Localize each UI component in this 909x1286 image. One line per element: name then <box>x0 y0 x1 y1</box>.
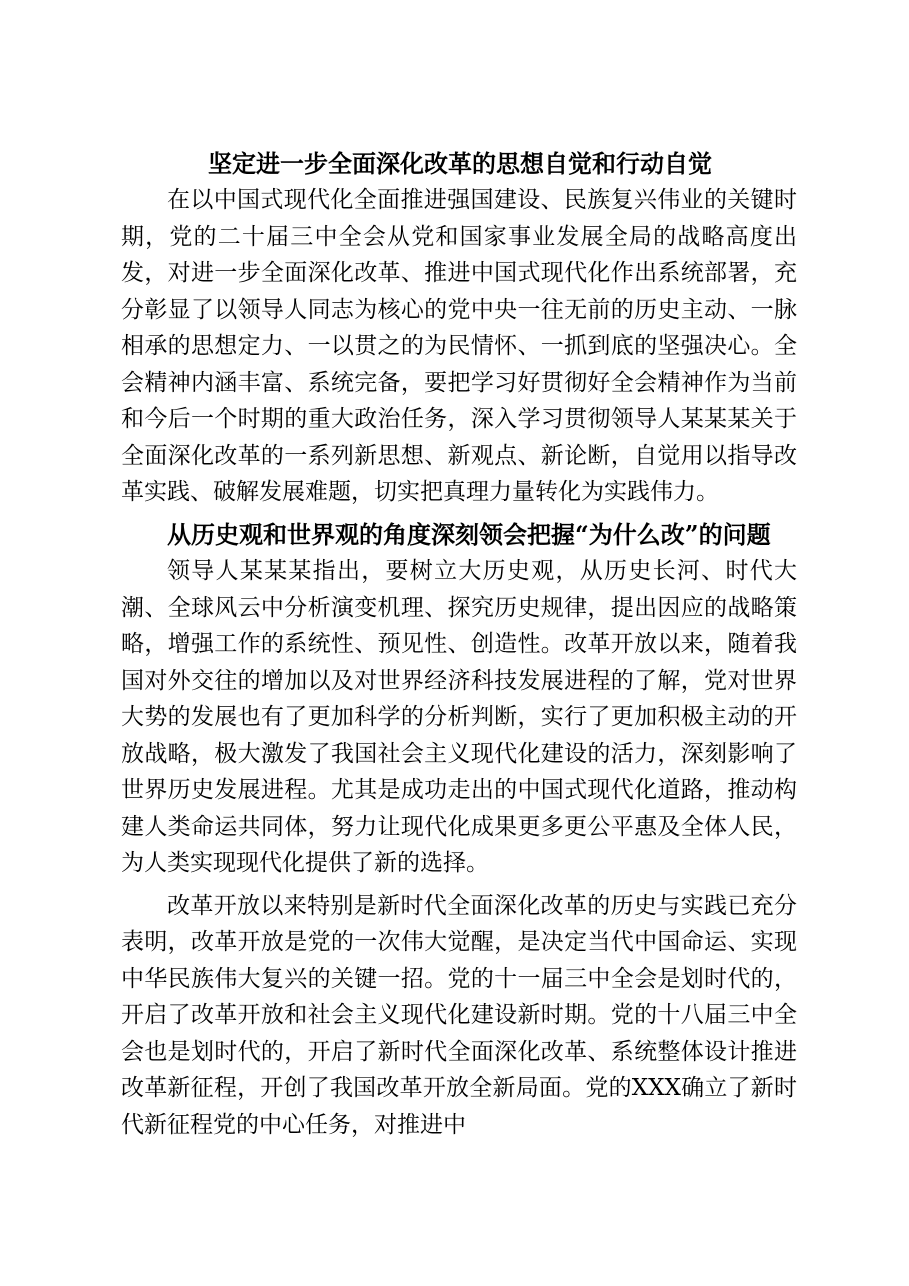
section-heading: 从历史观和世界观的角度深刻领会把握“为什么改”的问题 <box>167 519 771 549</box>
body-paragraph-2: 改革开放以来特别是新时代全面深化改革的历史与实践已充分表明，改革开放是党的一次伟大觉醒，是决定当代中国命运、实现中华民族伟大复兴的关键一招。党的十一届三中全会是划时代的，开启了改革开放和社会主义现代化建设新时期。党的十八届三中全会也是划时代的，开启了新时代全面深化改革、系统整体设计推进改革新征程，开创了我国改革开放全新局面。党的XXX确立了新时代新征程党的中心任务，对推进中 <box>121 892 797 1138</box>
document-title: 坚定进一步全面深化改革的思想自觉和行动自觉 <box>208 149 712 178</box>
document-page <box>121 146 797 1143</box>
body-paragraph-1: 领导人某某某指出，要树立大历史观，从历史长河、时代大潮、全球风云中分析演变机理、探究历史规律，提出因应的战略策略，增强工作的系统性、预见性、创造性。改革开放以来，随着我国对外交往的增加以及对世界经济科技发展进程的了解，党对世界大势的发展也有了更加科学的分析判断，实行了更加积极主动的开放战略，极大激发了我国社会主义现代化建设的活力，深刻影响了世界历史发展进程。尤其是成功走出的中国式现代化道路，推动构建人类命运共同体，努力让现代化成果更多更公平惠及全体人民，为人类实现现代化提供了新的选择。 <box>121 558 797 876</box>
intro-paragraph: 在以中国式现代化全面推进强国建设、民族复兴伟业的关键时期，党的二十届三中全会从党和国家事业发展全局的战略高度出发，对进一步全面深化改革、推进中国式现代化作出系统部署，充分彰显了以领导人同志为核心的党中央一往无前的历史主动、一脉相承的思想定力、一以贯之的为民情怀、一抓到底的坚强决心。全会精神内涵丰富、系统完备，要把学习好贯彻好全会精神作为当前和今后一个时期的重大政治任务，深入学习贯彻领导人某某某关于全面深化改革的一系列新思想、新观点、新论断，自觉用以指导改革实践、破解发展难题，切实把真理力量转化为实践伟力。 <box>121 187 797 505</box>
